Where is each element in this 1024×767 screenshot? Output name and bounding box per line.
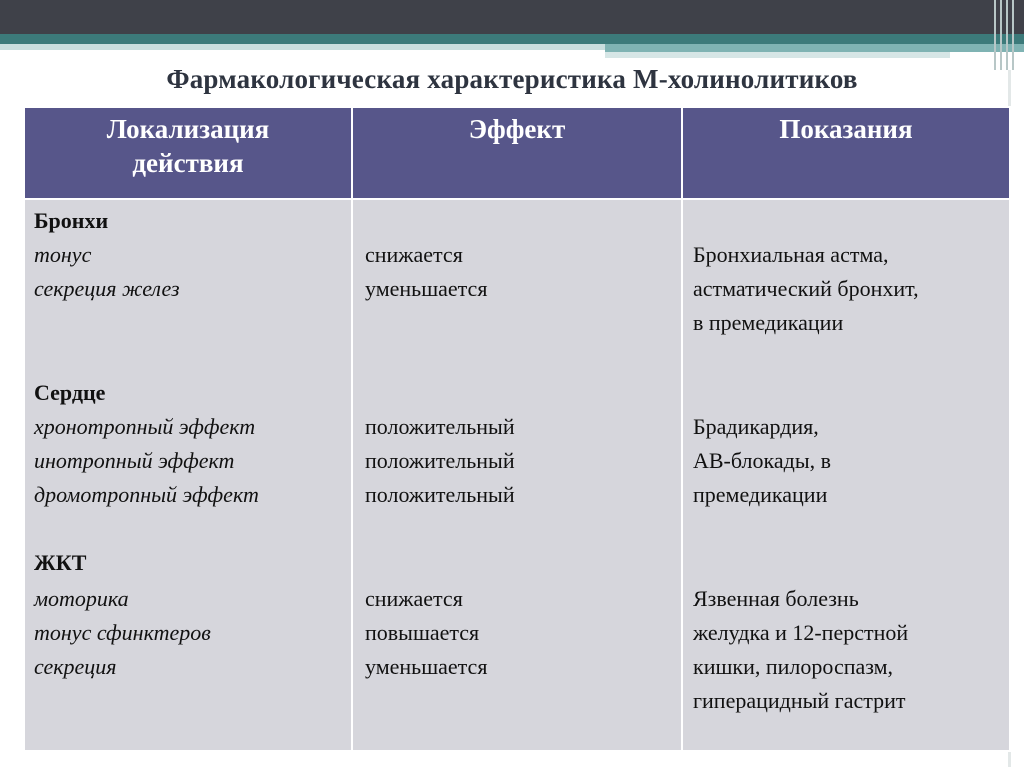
indication-line: астматический бронхит, xyxy=(693,276,919,301)
section-name: Сердце xyxy=(34,380,106,405)
localization-column xyxy=(24,199,352,751)
top-light-bar-secondary xyxy=(605,52,950,58)
section-name: Бронхи xyxy=(34,208,109,233)
header-localization xyxy=(24,107,352,199)
slide-title: Фармакологическая характеристика М-холинолитиков xyxy=(166,64,858,94)
top-light-bar xyxy=(0,44,605,50)
indication-line: гиперацидный гастрит xyxy=(693,688,906,713)
list-item: хронотропный эффект xyxy=(34,414,256,439)
indication-line: премедикации xyxy=(693,482,828,507)
effect-value: положительный xyxy=(365,448,515,473)
table-body-row xyxy=(24,199,1010,751)
header-indications: Показания xyxy=(682,107,1010,199)
effect-value: положительный xyxy=(365,482,515,507)
effect-value: уменьшается xyxy=(365,276,488,301)
top-teal-bar xyxy=(0,34,1024,44)
header-effect: Эффект xyxy=(352,107,682,199)
list-item: секреция xyxy=(34,654,117,679)
top-teal-bar-secondary xyxy=(605,44,1024,52)
indication-line: кишки, пилороспазм, xyxy=(693,654,894,679)
effect-value: уменьшается xyxy=(365,654,488,679)
indication-line: Брадикардия, xyxy=(693,414,819,439)
list-item: инотропный эффект xyxy=(34,448,235,473)
indication-line: Бронхиальная астма, xyxy=(693,242,889,267)
header-localization-line1: Локализация xyxy=(106,114,270,144)
right-decor-stripes xyxy=(994,0,1024,70)
effect-value: повышается xyxy=(365,620,480,645)
effect-value: снижается xyxy=(365,586,463,611)
list-item: тонус сфинктеров xyxy=(34,620,211,645)
list-item: секреция желез xyxy=(34,276,180,301)
pharmacology-table xyxy=(23,106,1011,752)
section-name: ЖКТ xyxy=(34,550,87,575)
indication-line: Язвенная болезнь xyxy=(693,586,859,611)
top-dark-bar xyxy=(0,0,1024,34)
indication-line: АВ-блокады, в xyxy=(693,448,831,473)
list-item: дромотропный эффект xyxy=(34,482,259,507)
header-localization-line2: действия xyxy=(132,148,244,178)
indications-column xyxy=(682,199,1010,751)
effect-column xyxy=(352,199,682,751)
table-header-row xyxy=(24,107,1010,199)
indication-line: желудка и 12-перстной xyxy=(693,620,909,645)
effect-value: снижается xyxy=(365,242,463,267)
effect-value: положительный xyxy=(365,414,515,439)
list-item: моторика xyxy=(34,586,129,611)
indication-line: в премедикации xyxy=(693,310,844,335)
list-item: тонус xyxy=(34,242,92,267)
